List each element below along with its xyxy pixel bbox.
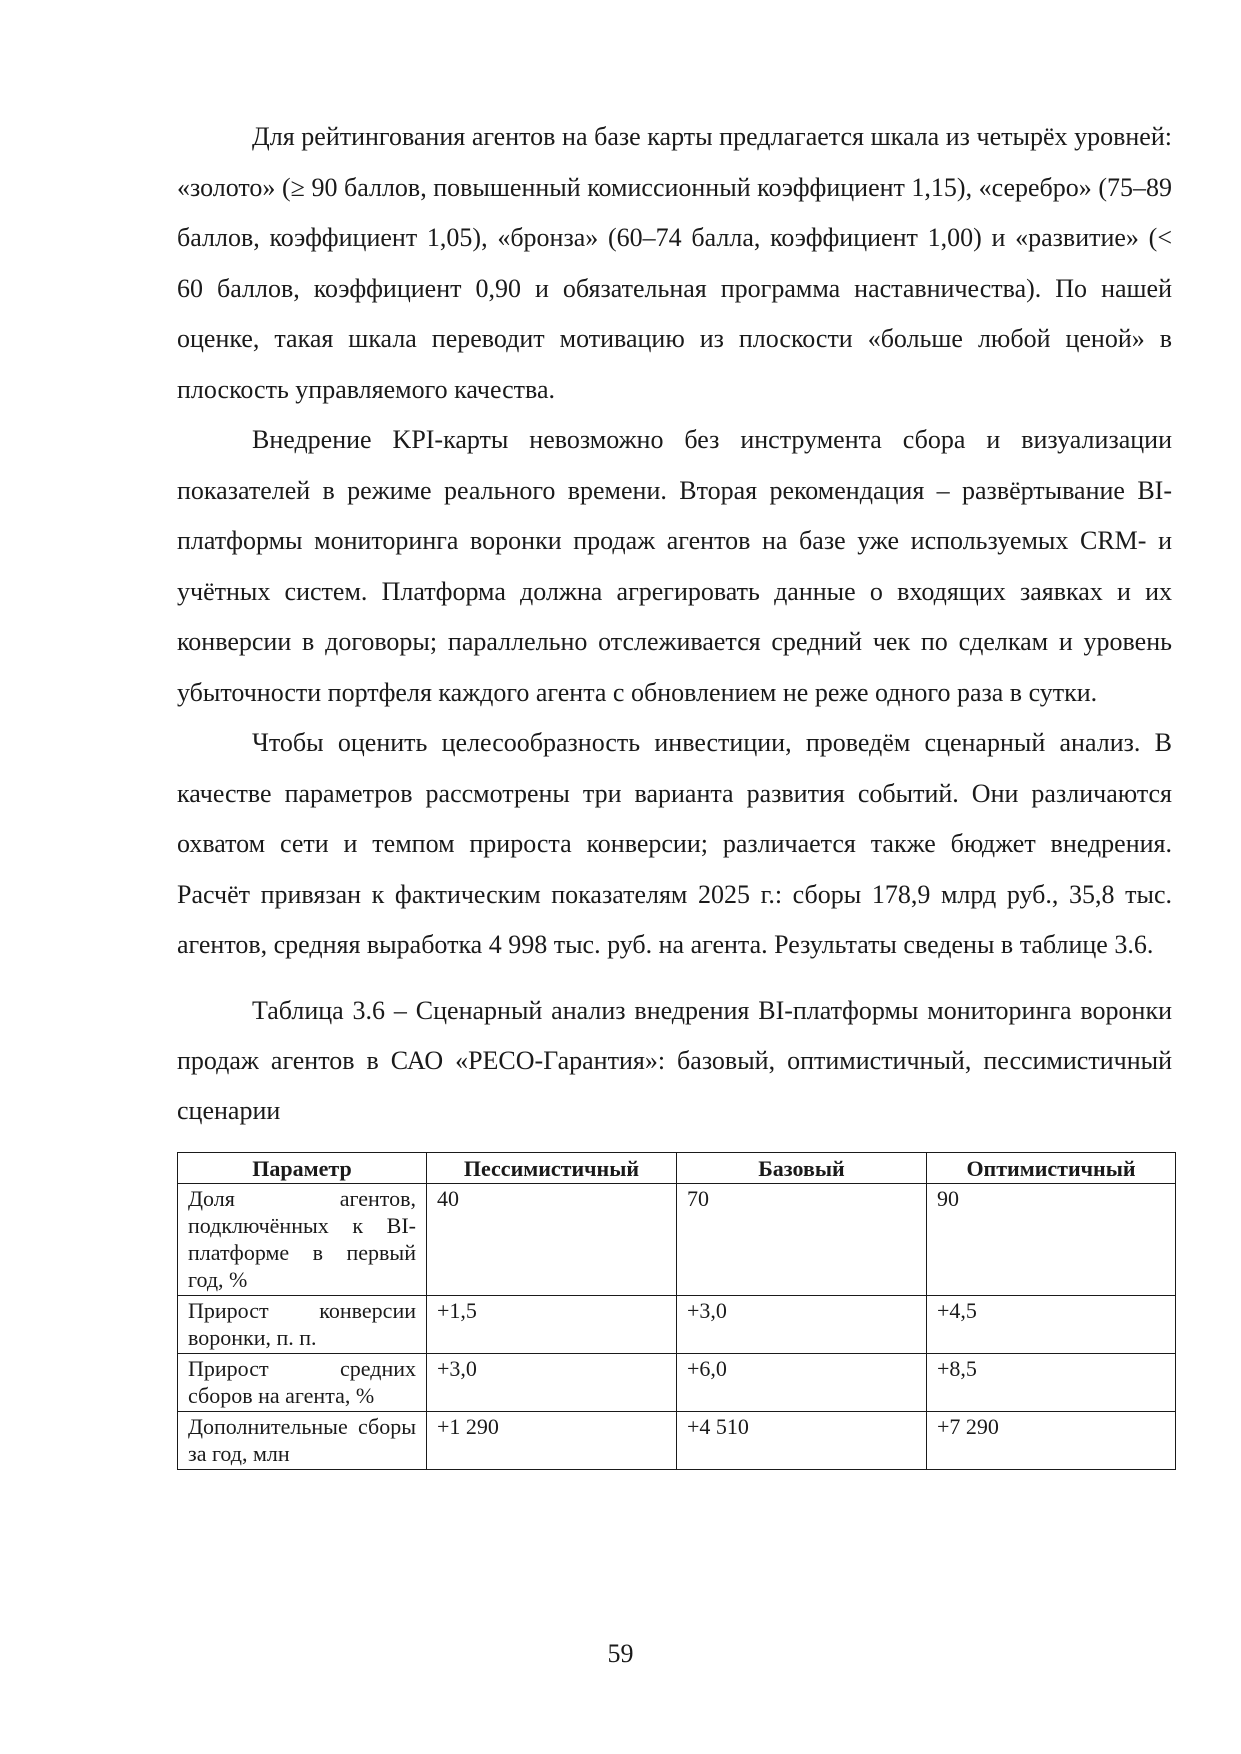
cell-optimistic: 90 [927,1183,1176,1295]
table-row [178,1353,1176,1411]
cell-optimistic: +4,5 [927,1295,1176,1353]
cell-base: 70 [677,1183,927,1295]
scenario-table [177,1152,1176,1470]
table-row [178,1411,1176,1469]
cell-parameter: Дополнительные сборы за год, млн [178,1411,427,1469]
table-row [178,1295,1176,1353]
cell-pessimistic: +3,0 [427,1353,677,1411]
cell-parameter: Прирост конверсии воронки, п. п. [178,1295,427,1353]
cell-parameter: Доля агентов, подключённых к BI-платформе в первый год, % [178,1183,427,1295]
paragraph-rating-scale: Для рейтингования агентов на базе карты предлагается шкала из четырёх уровней: «золото» (≥ 90 баллов, повышенный комиссионный коэффициент 1,15), «серебро» (75–89 баллов, коэффициент 1,05), «бронза» (60–74 балла, коэффициент 1,00) и «развитие» (< 60 баллов, коэффициент 0,90 и обязательная программа наставничества). По нашей оценке, такая шкала переводит мотивацию из плоскости «больше любой ценой» в плоскость управляемого качества. [177,122,1172,404]
table-row [178,1183,1176,1295]
header-optimistic: Оптимистичный [927,1152,1176,1183]
header-parameter: Параметр [178,1152,427,1183]
cell-pessimistic: +1 290 [427,1411,677,1469]
cell-pessimistic: 40 [427,1183,677,1295]
cell-base: +6,0 [677,1353,927,1411]
table-header-row [178,1152,1176,1183]
paragraph-bi-platform: Внедрение KPI-карты невозможно без инструмента сбора и визуализации показателей в режиме реального времени. Вторая рекомендация – развёртывание BI-платформы мониторинга воронки продаж агентов на базе уже используемых CRM- и учётных систем. Платформа должна агрегировать данные о входящих заявках и их конверсии в договоры; параллельно отслеживается средний чек по сделкам и уровень убыточности портфеля каждого агента с обновлением не реже одного раза в сутки. [177,425,1172,707]
header-base: Базовый [677,1152,927,1183]
cell-pessimistic: +1,5 [427,1295,677,1353]
paragraph-scenario-analysis: Чтобы оценить целесообразность инвестиции, проведём сценарный анализ. В качестве параметров рассмотрены три варианта развития событий. Они различаются охватом сети и темпом прироста конверсии; различается также бюджет внедрения. Расчёт привязан к фактическим показателям 2025 г.: сборы 178,9 млрд руб., 35,8 тыс. агентов, средняя выработка 4 998 тыс. руб. на агента. Результаты сведены в таблице 3.6. [177,728,1172,959]
table-caption: Таблица 3.6 – Сценарный анализ внедрения BI-платформы мониторинга воронки продаж агентов в САО «РЕСО-Гарантия»: базовый, оптимистичный, пессимистичный сценарии [177,995,1172,1125]
cell-base: +3,0 [677,1295,927,1353]
page-number: 59 [607,1639,634,1668]
cell-parameter: Прирост средних сборов на агента, % [178,1353,427,1411]
page-content [177,112,1172,1470]
header-pessimistic: Пессимистичный [427,1152,677,1183]
cell-optimistic: +7 290 [927,1411,1176,1469]
cell-base: +4 510 [677,1411,927,1469]
cell-optimistic: +8,5 [927,1353,1176,1411]
